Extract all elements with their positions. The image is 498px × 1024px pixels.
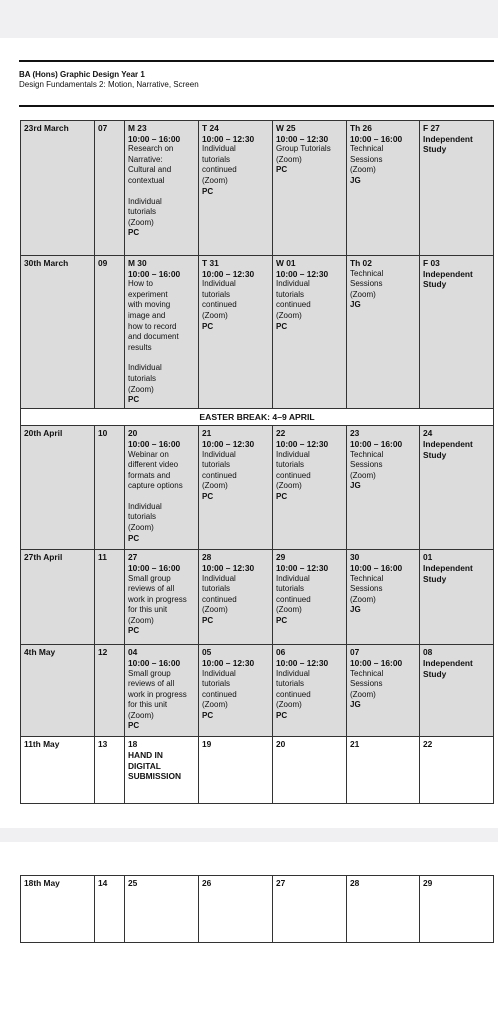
tutorial-line: Individual: [128, 363, 162, 373]
session-description-line: Individual: [202, 279, 236, 289]
day-heading-line: SUBMISSION: [128, 771, 182, 782]
tutor-initials: JG: [350, 700, 361, 710]
week-start-cell: [21, 121, 95, 256]
day-label: 08: [423, 647, 433, 658]
easter-break-cell: EASTER BREAK: 4–9 APRIL: [21, 408, 494, 426]
week-start-date: 23rd March: [24, 123, 69, 133]
session-description-line: tutorials: [276, 584, 305, 594]
week-row: [21, 876, 494, 943]
session-description-line: (Zoom): [350, 289, 376, 299]
session-description-line: reviews of all: [128, 584, 175, 594]
tutor-initials: JG: [350, 175, 361, 185]
tutorial-line: tutorials: [128, 512, 157, 522]
day-heading-line: HAND IN: [128, 749, 163, 760]
day-label: 07: [350, 647, 360, 658]
session-description-line: continued: [276, 300, 311, 310]
day-cell: [273, 876, 347, 943]
day-heading-line: Independent: [423, 268, 473, 279]
day-cell: [125, 256, 199, 409]
session-description-line: (Zoom): [202, 700, 228, 710]
session-description-line: results: [128, 342, 152, 352]
day-cell: [420, 550, 494, 645]
week-start-date: 27th April: [24, 552, 63, 563]
tutorial-line: (Zoom): [128, 384, 154, 394]
day-label: 28: [202, 552, 212, 563]
day-label: 29: [423, 878, 433, 888]
week-start-date: 18th May: [24, 878, 60, 888]
session-description-line: tutorials: [202, 679, 231, 689]
session-description-line: (Zoom): [202, 481, 228, 491]
session-time: 10:00 – 16:00: [350, 657, 403, 668]
week-row: [21, 426, 494, 550]
day-cell: [125, 737, 199, 804]
day-label: 22: [276, 428, 286, 439]
day-label: 19: [202, 739, 212, 750]
session-description-line: reviews of all: [128, 679, 175, 689]
session-time: 10:00 – 16:00: [128, 438, 181, 449]
spacer: [128, 187, 195, 197]
day-cell: [347, 426, 420, 550]
session-description-line: Individual: [202, 668, 236, 678]
session-description-line: (Zoom): [128, 615, 154, 625]
day-cell: [273, 426, 347, 550]
day-cell: [125, 550, 199, 645]
session-description-line: (Zoom): [202, 310, 228, 320]
session-description-line: Sessions: [350, 679, 383, 689]
day-cell: [420, 256, 494, 409]
session-description-line: (Zoom): [276, 700, 302, 710]
tutor-initials: PC: [128, 228, 140, 238]
session-description-line: (Zoom): [350, 594, 376, 604]
day-label: 30: [350, 552, 360, 563]
session-description-line: Individual: [202, 449, 236, 459]
session-time: 10:00 – 12:30: [202, 657, 255, 668]
schedule-table-continued: [20, 875, 494, 943]
session-description-line: work in progress: [128, 594, 187, 604]
week-number-cell: [95, 645, 125, 737]
document-subtitle: Design Fundamentals 2: Motion, Narrative, Screen: [19, 80, 199, 89]
day-label: Th 26: [350, 123, 372, 133]
session-description-line: (Zoom): [276, 310, 302, 320]
tutor-initials: PC: [276, 615, 288, 625]
session-time: 10:00 – 12:30: [276, 562, 329, 573]
session-description-line: Sessions: [350, 279, 383, 289]
session-description-line: work in progress: [128, 689, 187, 699]
header-top-rule: [19, 60, 494, 62]
day-label: M 30: [128, 258, 147, 268]
day-label: 04: [128, 647, 138, 658]
tutorial-line: Individual: [128, 196, 162, 206]
day-heading-line: Study: [423, 668, 447, 679]
day-heading-line: Study: [423, 449, 447, 460]
session-description-line: Individual: [276, 573, 310, 583]
day-label: 25: [128, 878, 138, 888]
session-time: 10:00 – 16:00: [350, 562, 403, 573]
session-description-line: Narrative:: [128, 154, 163, 164]
week-start-cell: [21, 645, 95, 737]
day-cell: [199, 737, 273, 804]
week-start-cell: [21, 737, 95, 804]
week-start-date: 11th May: [24, 739, 60, 750]
day-label: 27: [128, 552, 138, 563]
day-heading-line: Independent: [423, 562, 473, 573]
day-cell: [199, 121, 273, 256]
session-time: 10:00 – 12:30: [276, 657, 329, 668]
session-time: 10:00 – 12:30: [276, 268, 329, 279]
week-start-date: 20th April: [24, 428, 63, 439]
tutor-initials: PC: [202, 710, 214, 720]
tutor-initials: PC: [202, 186, 214, 196]
spacer: [128, 353, 195, 363]
tutor-initials: PC: [276, 165, 288, 175]
week-number-cell: [95, 550, 125, 645]
day-cell: [273, 737, 347, 804]
session-description-line: continued: [276, 594, 311, 604]
session-time: 10:00 – 12:30: [202, 133, 255, 144]
day-label: 18: [128, 739, 138, 750]
session-description-line: Sessions: [350, 584, 383, 594]
session-description-line: continued: [202, 689, 237, 699]
document-page-1: [0, 38, 498, 828]
header-bottom-rule: [19, 105, 494, 107]
week-row: [21, 645, 494, 737]
day-label: 21: [202, 428, 212, 439]
day-label: T 31: [202, 258, 219, 268]
day-label: Th 02: [350, 258, 372, 268]
session-description-line: tutorials: [202, 154, 231, 164]
session-description-line: tutorials: [276, 679, 305, 689]
session-description-line: continued: [276, 470, 311, 480]
session-time: 10:00 – 12:30: [202, 268, 255, 279]
day-cell: [347, 737, 420, 804]
day-heading-line: Independent: [423, 657, 473, 668]
day-label: W 01: [276, 258, 296, 268]
tutor-initials: PC: [276, 710, 288, 720]
week-number-cell: [95, 876, 125, 943]
session-description-line: for this unit: [128, 700, 168, 710]
tutor-initials: PC: [202, 491, 214, 501]
tutor-initials: PC: [276, 321, 288, 331]
day-label: 01: [423, 552, 433, 563]
session-time: 10:00 – 16:00: [128, 562, 181, 573]
session-time: 10:00 – 16:00: [128, 268, 181, 279]
week-number: 13: [98, 739, 108, 750]
day-cell: [347, 550, 420, 645]
session-description-line: (Zoom): [350, 470, 376, 480]
day-cell: [125, 426, 199, 550]
day-label: 24: [423, 428, 433, 439]
week-number: 14: [98, 878, 108, 888]
week-number: 11: [98, 552, 107, 563]
session-description-line: tutorials: [276, 460, 305, 470]
day-cell: [199, 645, 273, 737]
day-label: 20: [128, 428, 138, 439]
document-header: [19, 70, 199, 90]
session-description-line: Individual: [202, 573, 236, 583]
session-description-line: (Zoom): [276, 154, 302, 164]
session-time: 10:00 – 12:30: [202, 438, 255, 449]
week-row: [21, 121, 494, 256]
session-time: 10:00 – 12:30: [276, 438, 329, 449]
day-label: F 27: [423, 123, 440, 133]
session-description-line: continued: [202, 165, 237, 175]
session-description-line: How to: [128, 279, 153, 289]
session-description-line: Individual: [276, 449, 310, 459]
day-cell: [199, 426, 273, 550]
session-description-line: (Zoom): [202, 175, 228, 185]
session-description-line: Technical: [350, 268, 384, 278]
day-cell: [347, 645, 420, 737]
session-description-line: Technical: [350, 449, 384, 459]
week-number-cell: [95, 426, 125, 550]
session-description-line: formats and: [128, 470, 171, 480]
document-title: BA (Hons) Graphic Design Year 1: [19, 70, 145, 79]
day-label: F 03: [423, 258, 440, 268]
day-label: 23: [350, 428, 360, 439]
tutor-initials: JG: [350, 300, 361, 310]
tutor-initials: PC: [276, 491, 288, 501]
week-start-cell: [21, 550, 95, 645]
tutorial-line: tutorials: [128, 373, 157, 383]
session-description-line: tutorials: [202, 460, 231, 470]
session-description-line: for this unit: [128, 605, 168, 615]
session-description-line: Technical: [350, 573, 384, 583]
day-label: M 23: [128, 123, 147, 133]
day-heading-line: DIGITAL: [128, 760, 161, 771]
week-number-cell: [95, 121, 125, 256]
session-description-line: Individual: [202, 144, 236, 154]
tutor-initials: PC: [202, 321, 214, 331]
day-cell: [273, 550, 347, 645]
session-description-line: tutorials: [202, 584, 231, 594]
day-cell: [347, 876, 420, 943]
session-description-line: continued: [202, 470, 237, 480]
tutorial-line: (Zoom): [128, 523, 154, 533]
week-start-cell: [21, 876, 95, 943]
week-start-date: 30th March: [24, 258, 69, 268]
session-description-line: Small group: [128, 573, 171, 583]
day-cell: [125, 876, 199, 943]
week-start-date: 4th May: [24, 647, 56, 658]
day-heading-line: Independent: [423, 133, 473, 144]
week-number: 12: [98, 647, 108, 658]
day-label: 22: [423, 739, 433, 750]
session-description-line: (Zoom): [276, 481, 302, 491]
day-label: 21: [350, 739, 360, 750]
session-description-line: Group Tutorials: [276, 144, 331, 154]
day-heading-line: Study: [423, 573, 447, 584]
document-page-2: [0, 842, 498, 1024]
day-label: 06: [276, 647, 286, 658]
day-cell: [273, 121, 347, 256]
session-description-line: contextual: [128, 175, 165, 185]
session-description-line: Webinar on: [128, 449, 169, 459]
day-cell: [420, 426, 494, 550]
tutor-initials: PC: [128, 721, 140, 731]
day-cell: [420, 645, 494, 737]
day-cell: [420, 121, 494, 256]
session-time: 10:00 – 12:30: [276, 133, 329, 144]
session-description-line: tutorials: [202, 289, 231, 299]
session-description-line: different video: [128, 460, 179, 470]
day-label: 26: [202, 878, 212, 888]
session-description-line: with moving: [128, 300, 171, 310]
day-label: 20: [276, 739, 286, 750]
week-start-cell: [21, 256, 95, 409]
session-description-line: continued: [202, 594, 237, 604]
tutor-initials: JG: [350, 481, 361, 491]
session-time: 10:00 – 16:00: [350, 438, 403, 449]
tutor-initials: PC: [128, 533, 140, 543]
week-row: [21, 256, 494, 409]
day-cell: [420, 876, 494, 943]
session-description-line: how to record: [128, 321, 177, 331]
week-start-cell: [21, 426, 95, 550]
session-description-line: Individual: [276, 279, 310, 289]
week-row: [21, 737, 494, 804]
tutor-initials: PC: [128, 395, 140, 405]
session-description-line: continued: [202, 300, 237, 310]
session-description-line: and document: [128, 332, 179, 342]
session-description-line: Technical: [350, 144, 384, 154]
day-label: T 24: [202, 123, 219, 133]
tutorial-line: Individual: [128, 501, 162, 511]
day-cell: [125, 121, 199, 256]
day-cell: [347, 121, 420, 256]
session-description-line: capture options: [128, 481, 183, 491]
week-number-cell: [95, 737, 125, 804]
week-number: 07: [98, 123, 108, 133]
week-number: 10: [98, 428, 108, 439]
session-description-line: Technical: [350, 668, 384, 678]
day-label: W 25: [276, 123, 296, 133]
tutorial-line: (Zoom): [128, 217, 154, 227]
tutor-initials: PC: [202, 615, 214, 625]
session-time: 10:00 – 12:30: [202, 562, 255, 573]
session-time: 10:00 – 16:00: [128, 133, 181, 144]
session-description-line: experiment: [128, 289, 168, 299]
day-heading-line: Study: [423, 144, 447, 155]
day-label: 28: [350, 878, 360, 888]
schedule-table: [20, 120, 494, 804]
session-description-line: Sessions: [350, 460, 383, 470]
session-description-line: (Zoom): [202, 605, 228, 615]
day-label: 27: [276, 878, 286, 888]
easter-break-row: [21, 408, 494, 426]
week-number: 09: [98, 258, 108, 268]
day-cell: [273, 256, 347, 409]
session-time: 10:00 – 16:00: [350, 133, 403, 144]
day-cell: [199, 256, 273, 409]
spacer: [128, 492, 195, 502]
day-cell: [347, 256, 420, 409]
day-cell: [199, 550, 273, 645]
day-cell: [420, 737, 494, 804]
tutorial-line: tutorials: [128, 207, 157, 217]
day-cell: [273, 645, 347, 737]
day-label: 29: [276, 552, 286, 563]
session-description-line: Sessions: [350, 154, 383, 164]
session-description-line: continued: [276, 689, 311, 699]
session-description-line: Individual: [276, 668, 310, 678]
session-description-line: Research on: [128, 144, 174, 154]
day-heading-line: Independent: [423, 438, 473, 449]
day-heading-line: Study: [423, 279, 447, 290]
session-description-line: (Zoom): [276, 605, 302, 615]
session-time: 10:00 – 16:00: [128, 657, 181, 668]
tutor-initials: JG: [350, 605, 361, 615]
session-description-line: Small group: [128, 668, 171, 678]
session-description-line: tutorials: [276, 289, 305, 299]
day-cell: [199, 876, 273, 943]
session-description-line: Cultural and: [128, 165, 172, 175]
day-label: 05: [202, 647, 212, 658]
day-cell: [125, 645, 199, 737]
session-description-line: (Zoom): [350, 165, 376, 175]
week-row: [21, 550, 494, 645]
session-description-line: image and: [128, 310, 166, 320]
session-description-line: (Zoom): [128, 710, 154, 720]
week-number-cell: [95, 256, 125, 409]
tutor-initials: PC: [128, 626, 140, 636]
session-description-line: (Zoom): [350, 689, 376, 699]
